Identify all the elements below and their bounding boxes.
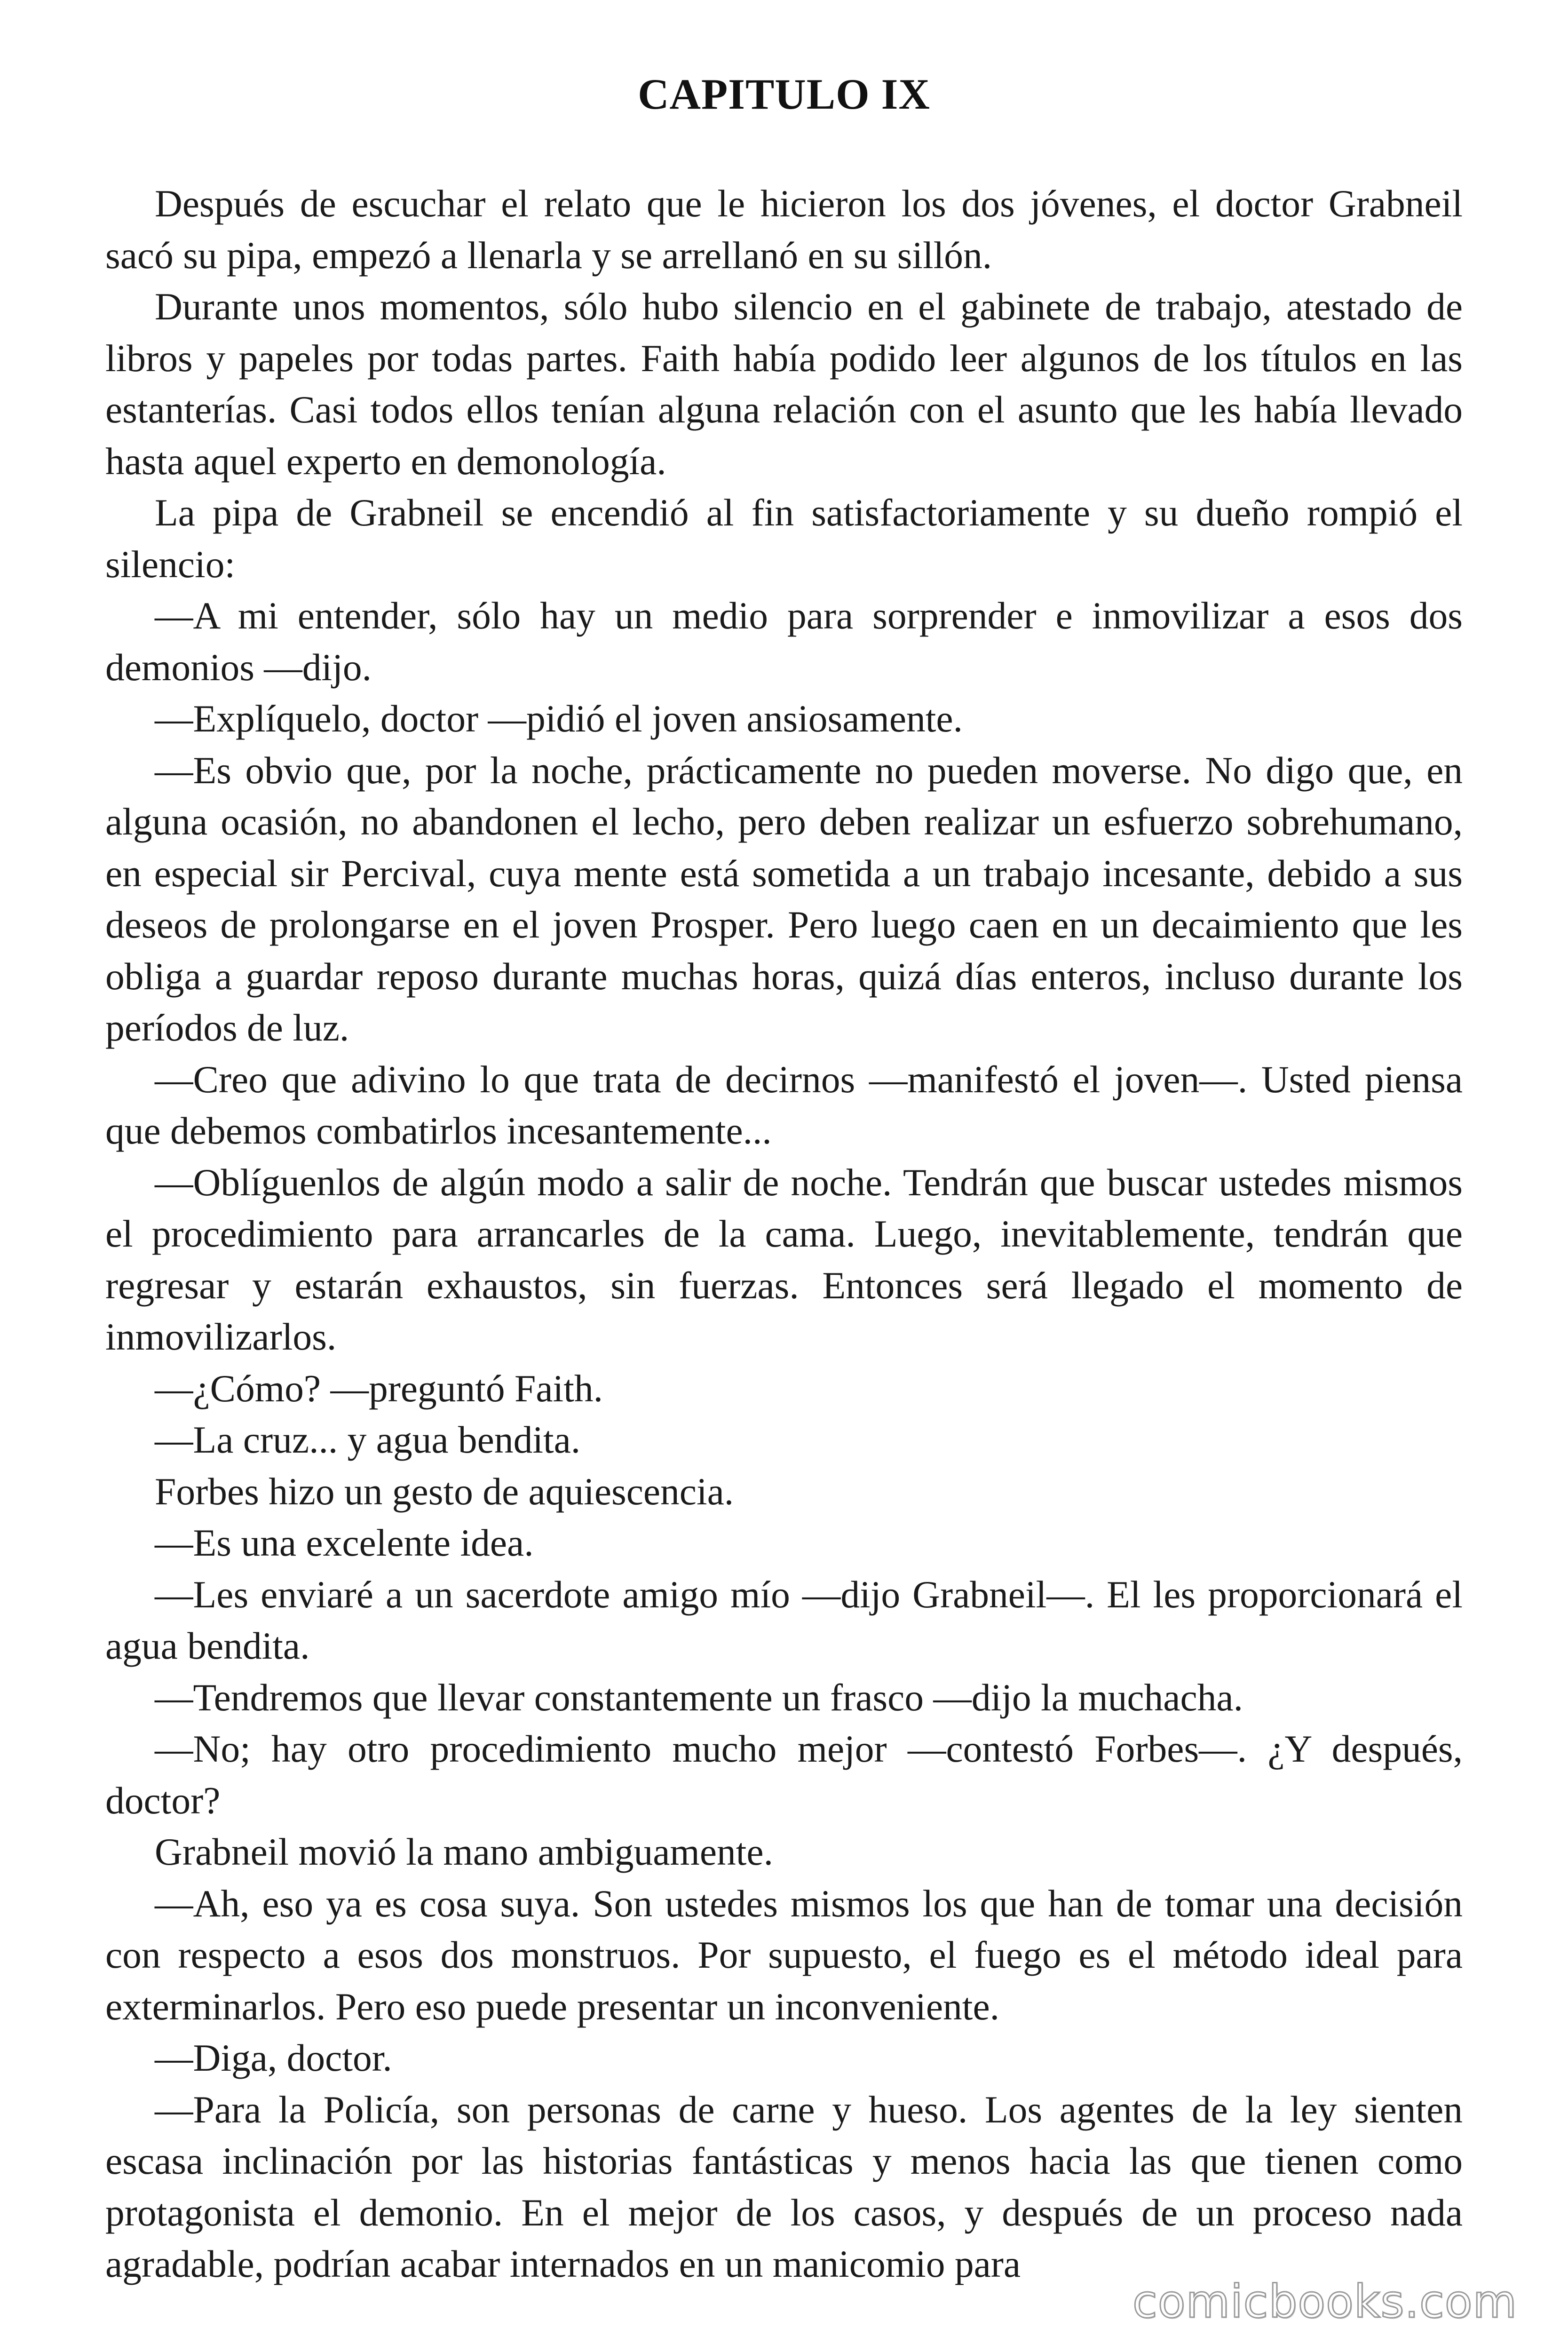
paragraph: Forbes hizo un gesto de aquiescencia. bbox=[155, 1470, 734, 1513]
paragraph: —Para la Policía, son personas de carne y hueso. Los agentes de la ley sienten escasa inclinación por las historias fantásticas y menos hacia las que tienen como protagonista el demonio. En el mejor de los casos, y después de un proceso nada agradable, podrían acabar internados en un manicomio para bbox=[105, 2088, 1463, 2285]
paragraph: —Tendremos que llevar constantemente un frasco —dijo la muchacha. bbox=[155, 1676, 1243, 1719]
chapter-body bbox=[105, 178, 1463, 2323]
paragraph: —Es obvio que, por la noche, prácticamente no pueden moverse. No digo que, en alguna ocasión, no abandonen el lecho, pero deben realizar un esfuerzo sobrehumano, en especial sir Percival, cuya mente está sometida a un trabajo incesante, debido a sus deseos de prolongarse en el joven Prosper. Pero luego caen en un decaimiento que les obliga a guardar reposo durante muchas horas, quizá días enteros, incluso durante los períodos de luz. bbox=[105, 748, 1463, 1049]
watermark: comicbooks.com bbox=[1132, 2275, 1517, 2328]
chapter-title: CAPITULO IX bbox=[638, 70, 930, 118]
paragraph: —Diga, doctor. bbox=[155, 2036, 392, 2079]
paragraph: —Explíquelo, doctor —pidió el joven ansiosamente. bbox=[155, 697, 963, 740]
paragraph: —Ah, eso ya es cosa suya. Son ustedes mismos los que han de tomar una decisión con respecto a esos dos monstruos. Por supuesto, el fuego es el método ideal para exterminarlos. Pero eso puede presentar un inconveniente. bbox=[105, 1882, 1463, 2028]
paragraph: —Les enviaré a un sacerdote amigo mío —dijo Grabneil—. El les proporcionará el agua bendita. bbox=[105, 1573, 1463, 1667]
paragraph: La pipa de Grabneil se encendió al fin satisfactoriamente y su dueño rompió el silencio: bbox=[105, 491, 1463, 586]
paragraph: Durante unos momentos, sólo hubo silencio en el gabinete de trabajo, atestado de libros y papeles por todas partes. Faith había podido leer algunos de los títulos en las estanterías. Casi todos ellos tenían alguna relación con el asunto que les había llevado hasta aquel experto en demonología. bbox=[105, 285, 1463, 483]
paragraph: —Oblíguenlos de algún modo a salir de noche. Tendrán que buscar ustedes mismos el procedimiento para arrancarles de la cama. Luego, inevitablemente, tendrán que regresar y estarán exhaustos, sin fuerzas. Entonces será llegado el momento de inmovilizarlos. bbox=[105, 1160, 1463, 1358]
paragraph: —¿Cómo? —preguntó Faith. bbox=[155, 1367, 603, 1410]
paragraph: —La cruz... y agua bendita. bbox=[155, 1418, 581, 1461]
paragraph: —A mi entender, sólo hay un medio para sorprender e inmovilizar a esos dos demonios —dijo. bbox=[105, 594, 1463, 689]
paragraph: Grabneil movió la mano ambiguamente. bbox=[155, 1830, 773, 1873]
paragraph: —No; hay otro procedimiento mucho mejor —contestó Forbes—. ¿Y después, doctor? bbox=[105, 1727, 1463, 1822]
paragraph: —Es una excelente idea. bbox=[155, 1521, 534, 1564]
paragraph: Después de escuchar el relato que le hicieron los dos jóvenes, el doctor Grabneil sacó su pipa, empezó a llenarla y se arrellanó en su sillón. bbox=[105, 182, 1463, 277]
paragraph: —Creo que adivino lo que trata de decirnos —manifestó el joven—. Usted piensa que debemos combatirlos incesantemente... bbox=[105, 1057, 1463, 1152]
